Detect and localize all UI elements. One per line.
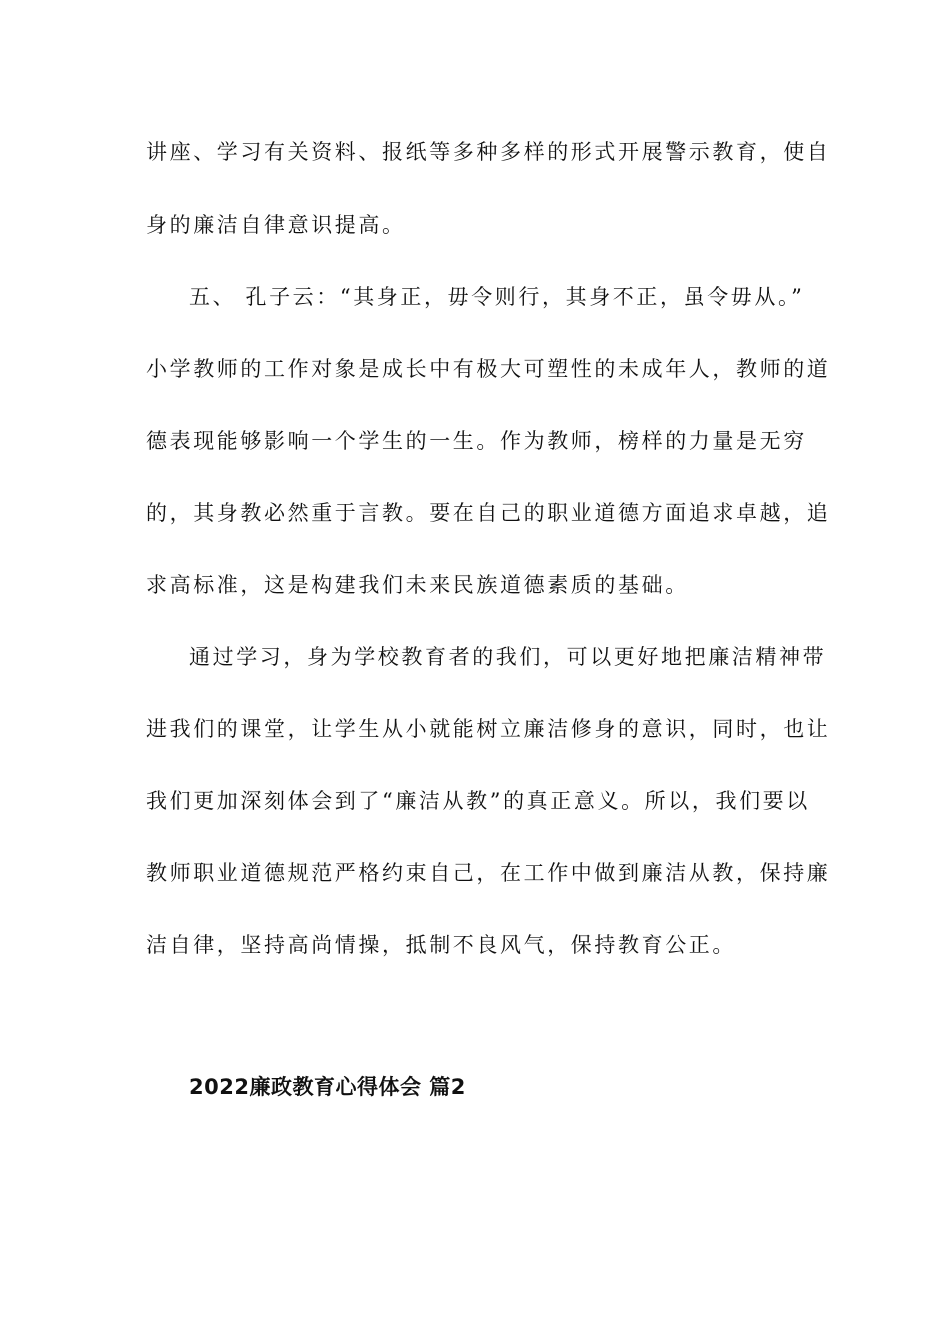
- paragraph-line: 教师职业道德规范严格约束自己，在工作中做到廉洁从教，保持廉: [146, 861, 831, 885]
- section-heading: 2022廉政教育心得体会 篇2: [189, 1075, 466, 1099]
- paragraph-line: 我们更加深刻体会到了“廉洁从教”的真正意义。所以，我们要以: [146, 789, 810, 813]
- paragraph-line: 五、 孔子云：“其身正，毋令则行，其身不正，虽令毋从。”: [189, 285, 805, 309]
- paragraph-line: 的，其身教必然重于言教。要在自己的职业道德方面追求卓越，追: [146, 501, 831, 525]
- paragraph-line: 进我们的课堂，让学生从小就能树立廉洁修身的意识，同时，也让: [146, 717, 831, 741]
- paragraph-line: 通过学习，身为学校教育者的我们，可以更好地把廉洁精神带: [189, 645, 827, 669]
- paragraph-line: 洁自律，坚持高尚情操，抵制不良风气，保持教育公正。: [146, 933, 736, 957]
- paragraph-line: 小学教师的工作对象是成长中有极大可塑性的未成年人，教师的道: [146, 357, 831, 381]
- paragraph-line: 身的廉洁自律意识提高。: [146, 213, 406, 237]
- paragraph-line: 讲座、学习有关资料、报纸等多种多样的形式开展警示教育，使自: [146, 140, 831, 164]
- paragraph-line: 求高标准，这是构建我们未来民族道德素质的基础。: [146, 573, 689, 597]
- paragraph-line: 德表现能够影响一个学生的一生。作为教师，榜样的力量是无穷: [146, 429, 807, 453]
